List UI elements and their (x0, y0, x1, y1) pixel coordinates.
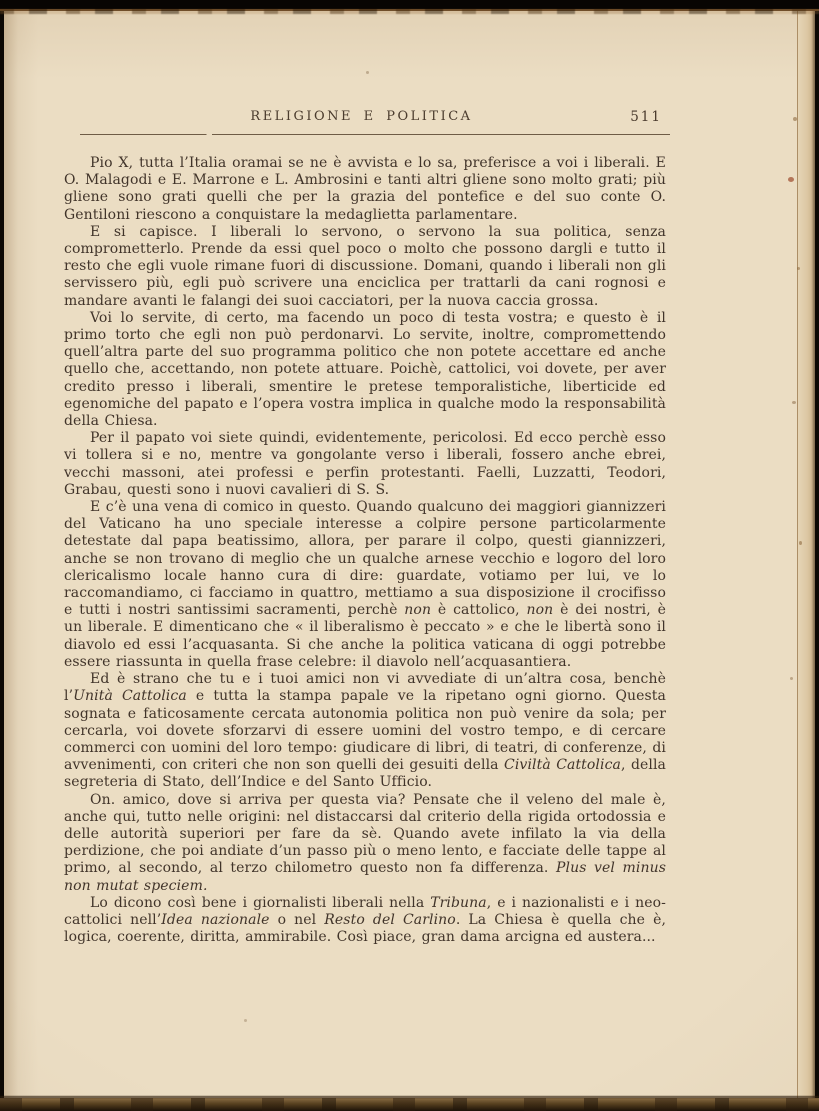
text-run: Per il papato voi siete quindi, evidentemente, pericolosi. Ed ecco perchè esso vi tollera si e no, mentre va gongolante verso i liberali, fossero anche ebrei, vecchi massoni, atei professi e perfin protestanti. Faelli, Luzzatti, Teodori, Grabau, questi sono i nuovi cavalieri di S. S. (64, 430, 666, 498)
text-run: Pio X, tutta l’Italia oramai se ne è avvista e lo sa, preferisce a voi i liberali. E O. Malagodi e E. Marrone e L. Ambrosini e tanti altri gliene sono molto grati; più gliene sono grati quelli che per la grazia del pontefice e del suo conte O. Gentiloni riescono a conquistare la medaglietta parlamentare. (64, 155, 666, 223)
text-run: è dei nostri, è un liberale. E dimenticano che « il liberalismo è peccato » e che le libertà sono il diavolo ed essi l’acquasanta. Si che anche la politica vaticana di oggi potrebbe essere riassunta in quella frase celebre: il diavolo nell’acquasantiera. (64, 602, 666, 670)
text-run: E si capisce. I liberali lo servono, o servono la sua politica, senza comprometterlo. Prende da essi quel poco o molto che possono dargli e tutto il resto che egli vuole rimane fuori di discussione. Domani, quando i liberali non gli servissero più, egli può scrivere una enciclica per trattarli da cani rognosi e mandare avanti le falangi dei suoi cacciatori, per la nuova caccia grossa. (64, 223, 666, 309)
text-run: Voi lo servite, di certo, ma facendo un poco di testa vostra; e questo è il primo torto che egli non può perdonarvi. Lo servite, inoltre, compromettendo quell’altra parte del suo programma politico che non potete accettare ed anche quello che, accettando, non potete attuare. Poichè, cattolici, voi dovete, per aver credito presso i liberali, smentire le pretese temporalistiche, liberticide ed egenomiche del papato e l’opera vostra implica in qualche modo la responsabilità della Chiesa. (64, 309, 666, 430)
paragraph (64, 224, 666, 310)
paragraph (64, 792, 666, 895)
foxing-spot (366, 71, 369, 74)
foxing-spot (244, 1019, 247, 1022)
text-run: Lo dicono così bene i giornalisti liberali nella (90, 894, 431, 911)
text-run: On. amico, dove si arriva per questa via? Pensate che il veleno del male è, anche qui, tutto nelle origini: nel distaccarsi dal criterio della rigida ortodossia e delle autorità superiori per fare da sè. Quando avete infilato la via della perdizione, che poi andiate d’un passo più o meno lento, e facciate delle tappe al primo, al secondo, al terzo chilometro questo non fa differenza. (64, 791, 666, 877)
paragraph (64, 499, 666, 671)
header-rule (80, 134, 670, 135)
italic-text-run: Idea nazionale (161, 911, 270, 928)
page-number: 511 (630, 109, 662, 125)
paragraph (64, 430, 666, 499)
italic-text-run: Civiltà Cattolica (504, 757, 621, 774)
text-run: o nel (269, 911, 325, 928)
foxing-spot (790, 677, 793, 680)
text-run: , e i nazionalisti e i neo-cattolici nell’ (64, 894, 666, 928)
paragraph (64, 895, 666, 947)
text-run: E c’è una vena di comico in questo. Quando qualcuno dei maggiori giannizzeri del Vaticano ha uno speciale interesse a colpire persone particolarmente detestate dal papa beatissimo, allora, per parare il colpo, questi giannizzeri, anche se non trovano di meglio che un qualche arnese vecchio e logoro del loro clericalismo locale hanno cura di dire: guardate, votiamo per lui, ve lo raccomandiamo, ci facciamo in quattro, mettiamo a sua disposizione il crocifisso e tutti i nostri santissimi sacramenti, perchè (64, 499, 666, 619)
body-text (64, 155, 666, 946)
italic-text-run: Resto del Carlino (324, 911, 456, 928)
italic-text-run: Unità Cattolica (73, 688, 187, 705)
book-bottom-edge (0, 1098, 819, 1111)
italic-text-run: Tribuna (430, 894, 487, 911)
foxing-spot (788, 177, 794, 182)
text-run: e tutta la stampa papale ve la ripetano ogni giorno. Questa sognata e faticosamente cercata autonomia politica non può venire da sola; per cercarla, voi dovete sforzarvi di essere uomini del vostro tempo, e di cercare commerci con uomini del loro tempo: giudicare di libri, di teatri, di conferenze, di avvenimenti, con criteri che non son quelli dei gesuiti della (64, 688, 666, 774)
foxing-spot (792, 401, 796, 404)
text-run: è cattolico, (431, 602, 527, 619)
page-fore-edge (797, 9, 815, 1100)
text-run: Ed è strano che tu e i tuoi amici non vi avvediate di un’altra cosa, benchè l’ (64, 671, 666, 705)
running-head-title: RELIGIONE E POLITICA (250, 109, 473, 124)
book-page (4, 9, 815, 1100)
text-run: . La Chiesa è quella che è, logica, coerente, diritta, ammirabile. Così piace, gran dama arcigna ed austera... (64, 911, 666, 946)
italic-text-run: non (404, 602, 432, 619)
text-run: , della segreteria di Stato, dell’Indice e del Santo Ufficio. (64, 757, 666, 791)
paragraph (64, 310, 666, 430)
paragraph (64, 671, 666, 791)
italic-text-run: Plus vel minus non mutat speciem. (64, 860, 666, 894)
paragraph (64, 155, 666, 224)
running-head (61, 109, 662, 129)
italic-text-run: non (526, 602, 554, 619)
book-top-edge (0, 0, 819, 11)
